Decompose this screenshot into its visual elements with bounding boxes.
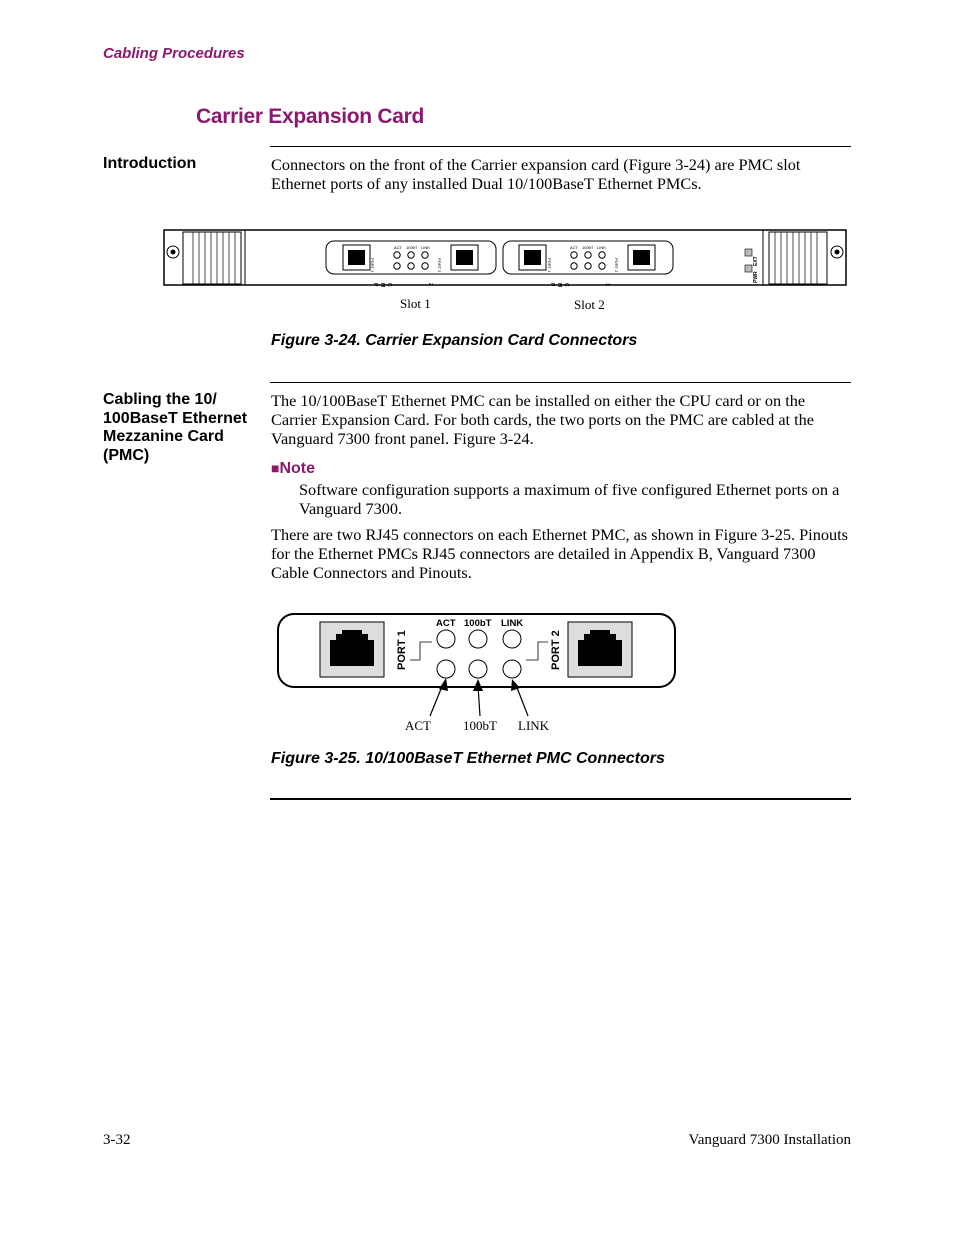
port2-label: PORT 2	[550, 630, 562, 670]
square-bullet-icon: ■	[271, 460, 280, 476]
callout-100bt: 100bT	[463, 718, 497, 733]
cabling-heading: Cabling the 10/ 100BaseT Ethernet Mezzanine Card (PMC)	[103, 391, 248, 464]
svg-text:C: C	[563, 283, 569, 287]
callout-act: ACT	[405, 718, 431, 733]
svg-text:PORT 2: PORT 2	[437, 258, 442, 273]
intro-heading: Introduction	[103, 155, 197, 172]
port1-label: PORT 1	[396, 630, 408, 670]
right-handle-icon	[769, 232, 827, 284]
led-link-top	[503, 630, 521, 648]
svg-text:PWR: PWR	[753, 271, 759, 283]
pwr-led	[745, 265, 752, 272]
section-title: Carrier Expansion Card	[196, 105, 424, 128]
slot1-label: Slot 1	[400, 296, 431, 311]
svg-text:PORT 1: PORT 1	[547, 258, 552, 273]
page-number: 3-32	[103, 1132, 131, 1148]
figure-24-caption: Figure 3-24. Carrier Expansion Card Connectors	[271, 332, 638, 349]
svg-text:ACT: ACT	[570, 245, 578, 250]
led-100bt	[469, 660, 487, 678]
led-link	[503, 660, 521, 678]
pmc-connectors-figure	[276, 612, 680, 736]
svg-text:P: P	[372, 283, 378, 287]
led-act	[437, 660, 455, 678]
svg-text:M: M	[379, 283, 385, 288]
svg-text:2: 2	[427, 283, 433, 286]
note-label: ■Note	[271, 460, 316, 477]
led-act-top	[437, 630, 455, 648]
svg-text:M: M	[556, 283, 562, 288]
carrier-card-figure	[163, 228, 849, 318]
note-body: Software configuration supports a maximum of five configured Ethernet ports on a Vanguard 7300.	[299, 480, 840, 518]
callout-link: LINK	[518, 718, 550, 733]
cabling-body-2: There are two RJ45 connectors on each Ethernet PMC, as shown in Figure 3-25. Pinouts for the Ethernet PMCs RJ45 connectors are detailed in Appendix B, Vanguard 7300 Cable Connectors and Pinouts.	[271, 525, 848, 582]
section-rule	[270, 146, 851, 147]
left-handle-icon	[183, 232, 241, 284]
rj45-port2-icon	[568, 622, 632, 677]
svg-text:1: 1	[604, 283, 610, 286]
svg-text:EXT: EXT	[753, 256, 759, 266]
figure-25-caption: Figure 3-25. 10/100BaseT Ethernet PMC Connectors	[271, 750, 665, 767]
svg-text:P: P	[549, 283, 555, 287]
closing-rule	[270, 798, 851, 800]
intro-body: Connectors on the front of the Carrier expansion card (Figure 3-24) are PMC slot Ethernet ports of any installed Dual 10/100BaseT Ethernet PMCs.	[271, 155, 801, 193]
led-100bt-label: 100bT	[464, 618, 492, 629]
svg-text:C: C	[386, 283, 392, 287]
svg-text:100bT: 100bT	[582, 245, 594, 250]
rj45-port1-icon	[320, 622, 384, 677]
cabling-body: The 10/100BaseT Ethernet PMC can be installed on either the CPU card or on the Carrier Expansion Card. For both cards, the two ports on the PMC are cabled at the Vanguard 7300 front panel. Figure 3-24.	[271, 391, 815, 448]
svg-text:PORT 1: PORT 1	[370, 258, 375, 273]
running-head: Cabling Procedures	[103, 45, 245, 62]
svg-text:LINK: LINK	[421, 245, 430, 250]
ext-led	[745, 249, 752, 256]
led-link-label: LINK	[501, 618, 524, 629]
cabling-rule	[270, 382, 851, 383]
svg-text:100bT: 100bT	[406, 245, 418, 250]
svg-text:ACT: ACT	[394, 245, 402, 250]
footer-doc-title: Vanguard 7300 Installation	[688, 1132, 851, 1148]
slot2-label: Slot 2	[574, 297, 605, 312]
led-act-label: ACT	[436, 618, 456, 629]
led-100bt-top	[469, 630, 487, 648]
svg-text:PORT 2: PORT 2	[614, 258, 619, 273]
svg-text:LINK: LINK	[597, 245, 606, 250]
